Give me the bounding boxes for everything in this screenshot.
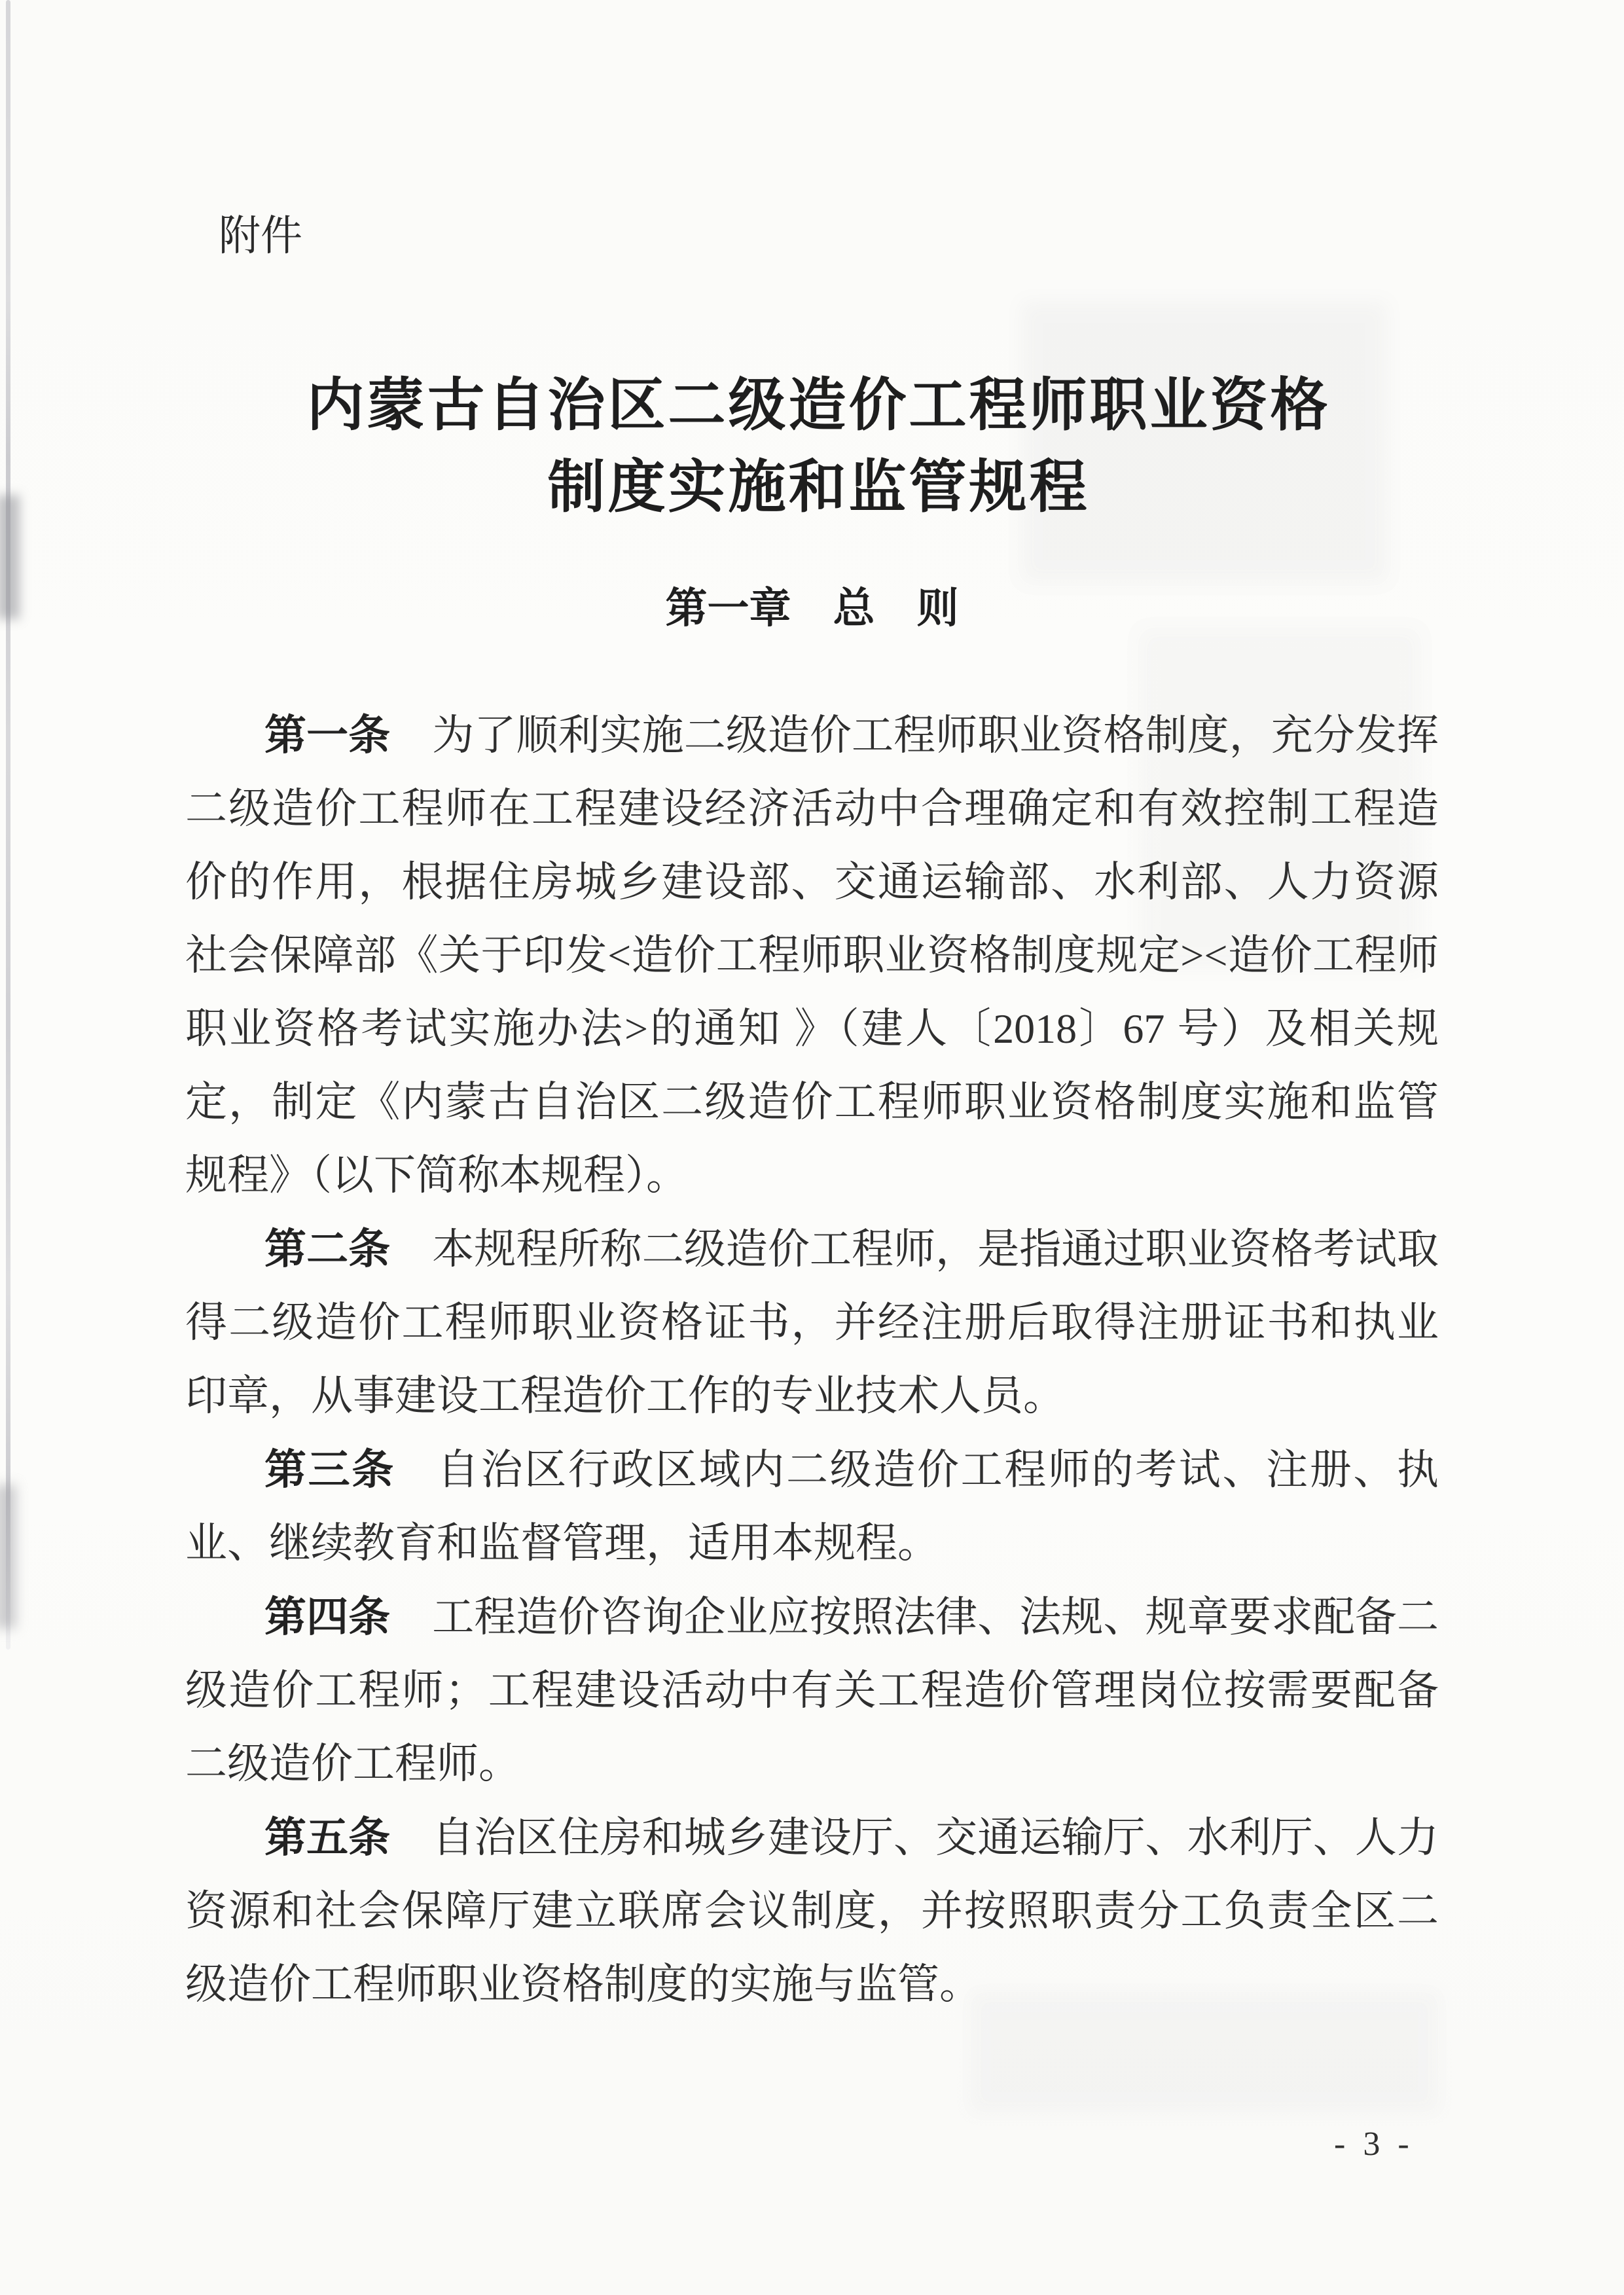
scan-edge-smudge [0,1485,16,1629]
chapter-heading: 第一章 总 则 [665,585,959,632]
article-text: 为了顺利实施二级造价工程师职业资格制度，充分发挥二级造价工程师在工程建设经济活动中合理确定和有效控制工程造价的作用，根据住房城乡建设部、交通运输部、水利部、人力资源社会保障部《关于印发<造价工程师职业资格制度规定><造价工程师职业资格考试实施办法>的通知 》（建人〔2018〕67 号）及相关规定，制定《内蒙古自治区二级造价工程师职业资格制度实施和监管规程》（以下简称本规程）。 [185,712,1439,1199]
article-paragraph [185,1212,1439,1433]
document-title [7,364,1624,528]
page-number: - 3 - [1334,2125,1414,2163]
article-paragraph [185,1580,1439,1801]
article-paragraph [185,1801,1439,2021]
article-number: 第四条 [264,1593,391,1640]
article-paragraph [185,1433,1439,1580]
article-paragraph [185,698,1439,1212]
article-text: 自治区行政区域内二级造价工程师的考试、注册、执业、继续教育和监督管理，适用本规程。 [185,1447,1439,1566]
attachment-label: 附件 [219,213,302,259]
article-number: 第三条 [264,1446,395,1493]
document-body [185,698,1439,2021]
article-number: 第五条 [264,1814,391,1861]
document-title-line-1: 内蒙古自治区二级造价工程师职业资格 [306,372,1331,437]
scan-edge-artifact [6,0,10,1650]
article-number: 第二条 [264,1225,391,1273]
article-number: 第一条 [264,712,391,759]
article-text: 工程造价咨询企业应按照法律、法规、规章要求配备二级造价工程师；工程建设活动中有关工程造价管理岗位按需要配备二级造价工程师。 [185,1594,1439,1787]
document-title-line-2: 制度实施和监管规程 [547,454,1090,519]
article-text: 自治区住房和城乡建设厅、交通运输厅、水利厅、人力资源和社会保障厅建立联席会议制度，并按照职责分工负责全区二级造价工程师职业资格制度的实施与监管。 [185,1815,1439,2008]
article-text: 本规程所称二级造价工程师，是指通过职业资格考试取得二级造价工程师职业资格证书，并经注册后取得注册证书和执业印章，从事建设工程造价工作的专业技术人员。 [185,1226,1439,1419]
